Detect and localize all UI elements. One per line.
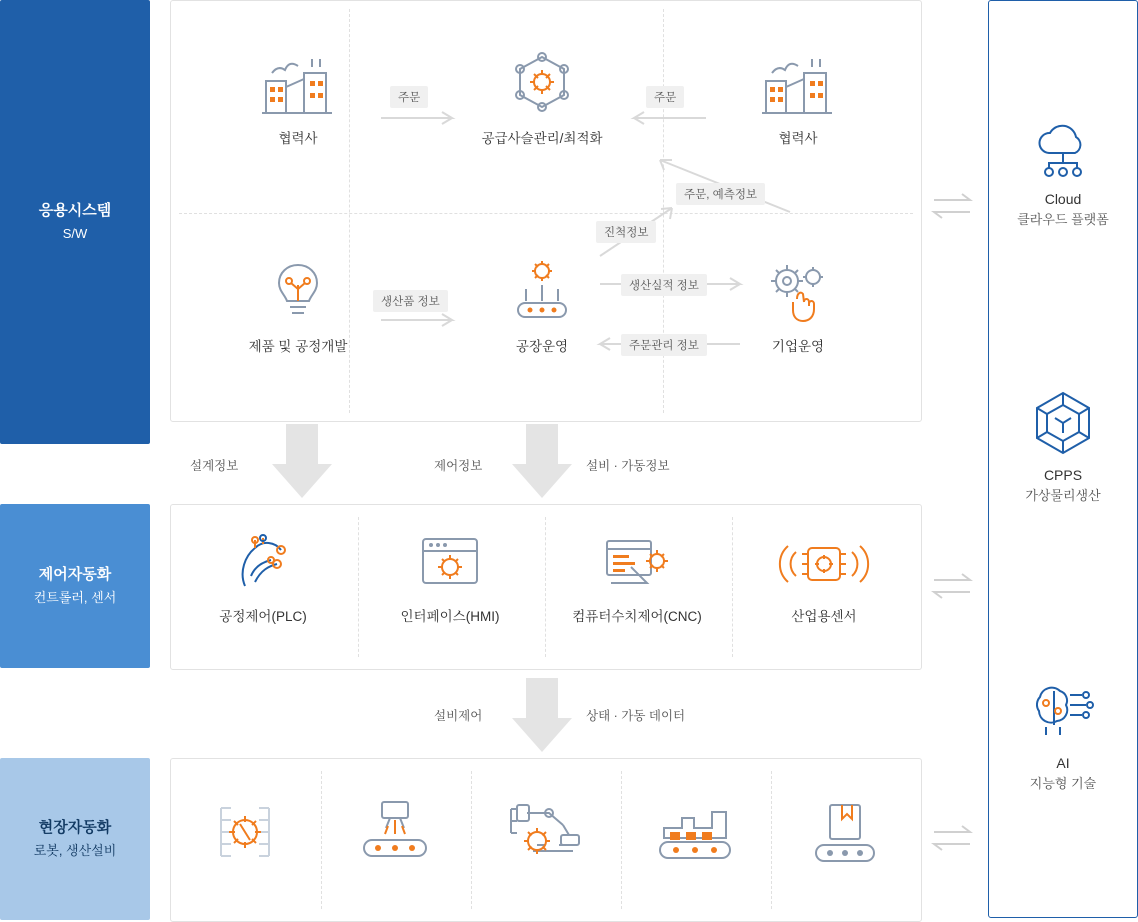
layer-field-subtitle: 로봇, 생산설비: [33, 843, 117, 859]
node-scm[interactable]: [464, 50, 620, 148]
layer-control: [0, 504, 150, 668]
node-tool-gear[interactable]: [182, 796, 308, 868]
node-cnc[interactable]: [557, 528, 717, 626]
factory-icon: [260, 50, 336, 122]
flow-chip-progress: 진척정보: [596, 221, 656, 243]
assembly-line-icon: [652, 796, 738, 868]
cube-hex-icon: [989, 389, 1137, 459]
divider: [732, 517, 733, 657]
layer-field-title: 현장자동화: [38, 819, 112, 837]
flow-label-equipment-info: 설비 · 가동정보: [586, 459, 670, 473]
node-hmi-label: 인터페이스(HMI): [400, 609, 500, 624]
industrial-sensor-icon: [772, 528, 876, 600]
packaging-box-icon: [804, 796, 886, 868]
network-gear-icon: [507, 50, 577, 122]
node-partner-right-label: 협력사: [778, 131, 818, 146]
node-sensor-label: 산업용센서: [791, 609, 857, 624]
flow-chip-production-result: 생산실적 정보: [621, 274, 707, 296]
divider: [471, 771, 472, 909]
divider: [179, 213, 913, 214]
tech-cloud-title: Cloud: [1044, 191, 1082, 207]
node-assembly-line[interactable]: [632, 796, 758, 868]
node-laser-conveyor[interactable]: [332, 796, 458, 868]
node-partner-right[interactable]: [722, 50, 874, 148]
node-plc-label: 공정제어(PLC): [219, 609, 307, 624]
flow-label-control-info: 제어정보: [434, 459, 483, 473]
tech-ai-subtitle: 지능형 기술: [1029, 776, 1097, 791]
node-product-process[interactable]: [222, 258, 374, 356]
exchange-arrows-control: [930, 570, 970, 600]
gears-hand-icon: [761, 258, 835, 330]
tech-cpps-subtitle: 가상물리생산: [1025, 488, 1101, 503]
laser-conveyor-icon: [354, 796, 436, 868]
cnc-screen-gear-icon: [601, 528, 673, 600]
wrench-gear-icon: [207, 796, 283, 868]
node-product-process-label: 제품 및 공정개발: [248, 339, 348, 354]
arrow-design-info: [270, 424, 334, 500]
node-sensor[interactable]: [744, 528, 904, 626]
node-plc[interactable]: [183, 528, 343, 626]
divider: [545, 517, 546, 657]
cloud-network-icon: [989, 113, 1137, 183]
layer-control-subtitle: 컨트롤러, 센서: [33, 590, 117, 606]
arrow-control-info: [510, 424, 574, 500]
arrow-equipment-control: [510, 678, 574, 754]
tech-ai[interactable]: [989, 677, 1137, 792]
flow-chip-order-right: 주문: [646, 86, 684, 108]
layer-application: [0, 0, 150, 444]
flow-label-status-data: 상태 · 가동 데이터: [586, 709, 686, 723]
node-packaging[interactable]: [782, 796, 908, 868]
robot-arm-gear-icon: [503, 796, 587, 868]
plc-circuit-icon: [231, 528, 295, 600]
flow-label-design-info: 설계정보: [190, 459, 239, 473]
divider: [358, 517, 359, 657]
tech-cloud-subtitle: 클라우드 플랫폼: [1017, 212, 1109, 227]
divider: [771, 771, 772, 909]
layer-field: [0, 758, 150, 920]
tech-cloud[interactable]: [989, 113, 1137, 228]
tech-cpps[interactable]: [989, 389, 1137, 504]
ai-brain-chip-icon: [989, 677, 1137, 747]
tech-cpps-title: CPPS: [1043, 467, 1083, 483]
node-factory-ops[interactable]: [464, 258, 620, 356]
tech-ai-title: AI: [1056, 755, 1070, 771]
flow-chip-order-forecast: 주문, 예측정보: [676, 183, 765, 205]
divider: [621, 771, 622, 909]
node-robot-arm[interactable]: [482, 796, 608, 868]
node-enterprise-ops[interactable]: [722, 258, 874, 356]
flow-chip-order-mgmt: 주문관리 정보: [621, 334, 707, 356]
node-partner-left[interactable]: [222, 50, 374, 148]
conveyor-gear-icon: [504, 258, 580, 330]
hmi-window-gear-icon: [415, 528, 485, 600]
node-factory-ops-label: 공장운영: [515, 339, 569, 354]
factory-icon: [760, 50, 836, 122]
divider: [321, 771, 322, 909]
node-scm-label: 공급사슬관리/최적화: [481, 131, 603, 146]
flow-chip-production-item: 생산품 정보: [373, 290, 448, 312]
flow-chip-order-left: 주문: [390, 86, 428, 108]
enabling-tech-column: [988, 0, 1138, 918]
flow-label-equipment-control: 설비제어: [434, 709, 483, 723]
node-partner-left-label: 협력사: [278, 131, 318, 146]
lightbulb-circuit-icon: [265, 258, 331, 330]
node-enterprise-ops-label: 기업운영: [771, 339, 825, 354]
node-hmi[interactable]: [370, 528, 530, 626]
layer-application-title: 응용시스템: [38, 202, 112, 220]
node-cnc-label: 컴퓨터수치제어(CNC): [572, 609, 702, 624]
layer-control-title: 제어자동화: [38, 566, 112, 584]
exchange-arrows-field: [930, 822, 970, 852]
layer-application-subtitle: S/W: [62, 226, 88, 242]
exchange-arrows-application: [930, 190, 970, 220]
